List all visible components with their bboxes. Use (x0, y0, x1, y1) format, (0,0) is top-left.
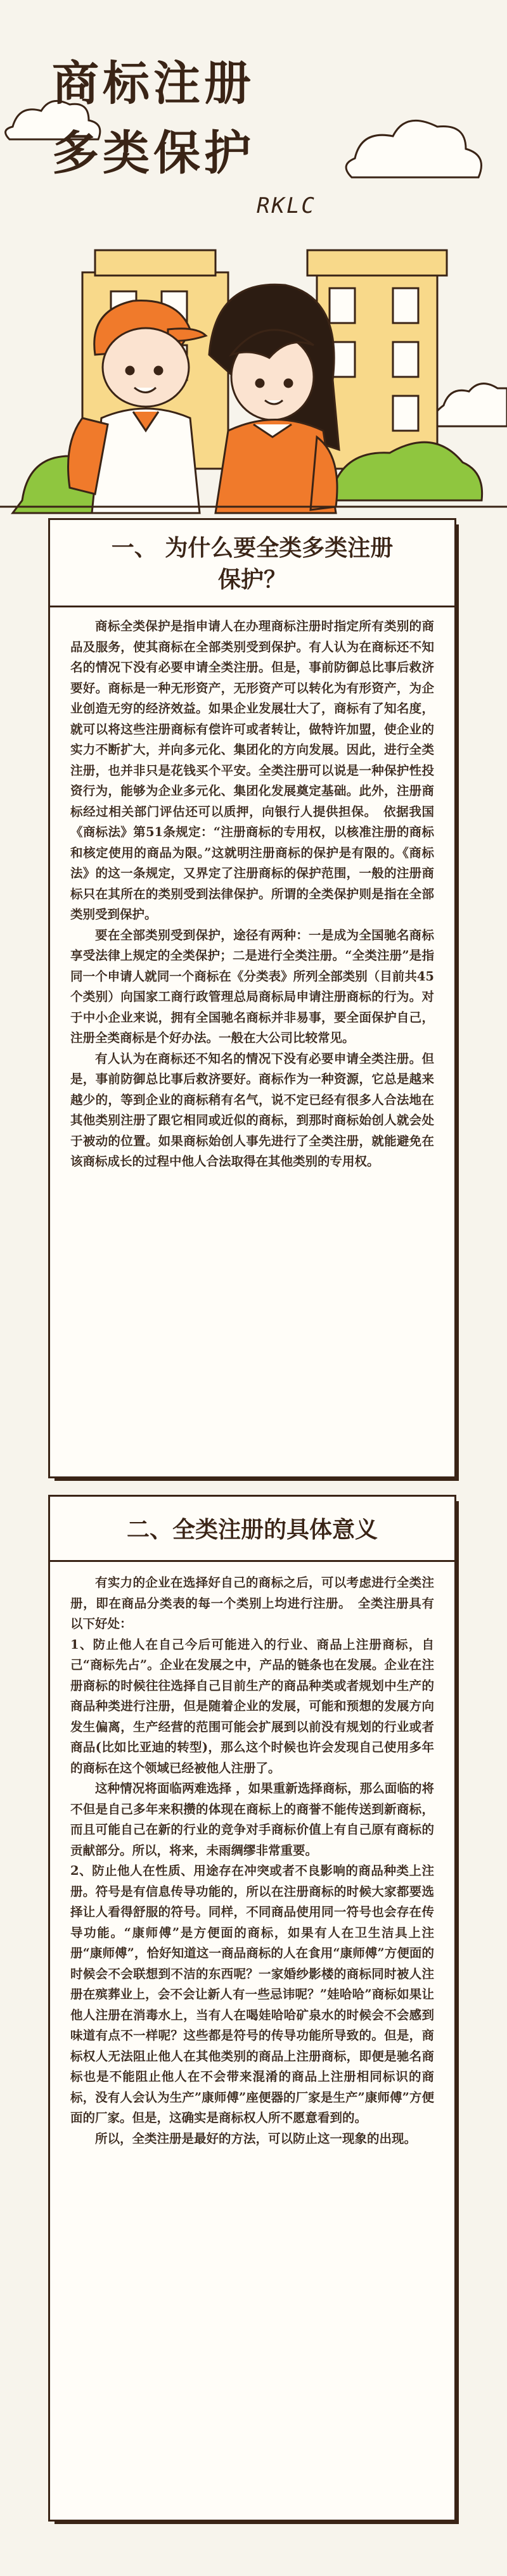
section2-card (48, 1495, 456, 2522)
section1-title-line2: 保护？ (217, 567, 286, 593)
section1-title-line1: 一、 为什么要全类多类注册 (111, 535, 394, 561)
paragraph: 所以，全类注册是最好的方法，可以防止这一现象的出现。 (95, 2131, 417, 2146)
paragraph: 2、防止他人在性质、用途存在冲突或者不良影响的商品种类上注册。符号是有信息传导功能的，所以在注册商标的时候大家都要选择让人看得舒服的符号。同样，不同商品使用同一符号也会存在传导功能。“康师傅”是方便面的商标，如果有人在卫生洁具上注册“康师傅”，恰好知道这一商品商标的人在食用“康师傅”方便面的时候会不会联想到不洁的东西呢？一家婚纱影楼的商标同时被人注册在殡葬业上，会不会让新人有一些忌讳呢？”娃哈哈”商标如果让他人注册在消毒水上，当有人在喝娃哈哈矿泉水的时候会不会感到味道有点不一样呢？这些都是符号的传导功能所导致的。但是，商标权人无法阻止他人在其他类别的商品上注册商标，即便是驰名商标也是不能阻止他人在不会带来混淆的商品上注册相同标识的商标，没有人会认为生产”康师傅”座便器的厂家是生产”康师傅”方便面的厂家。但是，这确实是商标权人所不愿意看到的。 (70, 1863, 434, 2125)
hero-banner (0, 0, 507, 532)
cloud-icon (346, 120, 481, 177)
signature: RKLC (257, 193, 316, 219)
paragraph: 要在全部类别受到保护，途径有两种：一是成为全国驰名商标享受法律上规定的全类保护；二是进行全类注册。“全类注册”是指同一个申请人就同一个商标在《分类表》所列全部类别（目前共45个类别）向国家工商行政管理总局商标局申请注册商标的行为。对于中小企业来说，拥有全国驰名商标并非易事，要全面保护自己，注册全类商标是个好办法。一般在大公司比较常见。 (70, 927, 434, 1045)
section1-body (70, 616, 434, 1172)
page-title-line1: 商标注册 (52, 56, 255, 111)
paragraph: 商标全类保护是指申请人在办理商标注册时指定所有类别的商品及服务，使其商标在全部类别受到保护。有人认为在商标还不知名的情况下没有必要申请全类注册。但是，事前防御总比事后救济要好。商标是一种无形资产，无形资产可以转化为有形资产，为企业创造无穷的经济效益。如果企业发展壮大了，商标有了知名度，就可以将这些注册商标有偿许可或者转让，做特许加盟，使企业的实力不断扩大，并向多元化、集团化的方向发展。因此，进行全类注册，也并非只是花钱买个平安。全类注册可以说是一种保护性投资行为，能够为企业多元化、集团化发展奠定基础。此外，注册商标经过相关部门评估还可以质押，向银行人提供担保。 依据我国《商标法》第51条规定：“注册商标的专用权，以核准注册的商标和核定使用的商品为限。”这就明注册商标的保护是有限的。《商标法》的这一条规定，又界定了注册商标的保护范围，一般的注册商标只在其所在的类别受到法律保护。所谓的全类保护则是指在全部类别受到保护。 (70, 619, 434, 922)
paragraph: 有实力的企业在选择好自己的商标之后，可以考虑进行全类注册，即在商品分类表的每一个类别上均进行注册。 全类注册具有以下好处： (70, 1575, 434, 1631)
paragraph: 1、防止他人在自己今后可能进入的行业、商品上注册商标，自己“商标先占”。企业在发展之中，产品的链条也在发展。企业在注册商标的时候往往选择自己目前生产的商品种类或者规划中生产的商品种类进行注册，但是随着企业的发展，可能和预想的发展方向发生偏离，生产经营的范围可能会扩展到以前没有规划的行业或者商品(比如比亚迪的转型)，那么这个时候也许会发现自己使用多年的商标在这个领域已经被他人注册了。 (70, 1637, 434, 1775)
cloud-icon (433, 384, 507, 426)
paragraph: 有人认为在商标还不知名的情况下没有必要申请全类注册。但是，事前防御总比事后救济要好。商标作为一种资源，它总是越来越少的，等到企业的商标稍有名气，说不定已经有很多人合法地在其他类别注册了跟它相同或近似的商标，到那时商标始创人就会处于被动的位置。如果商标始创人事先进行了全类注册，就能避免在该商标成长的过程中他人合法取得在其他类别的专用权。 (70, 1051, 434, 1169)
section2-title: 二、全类注册的具体意义 (126, 1517, 378, 1543)
divider (50, 1560, 454, 1562)
paragraph: 这种情况将面临两难选择 ，如果重新选择商标，那么面临的将不但是自己多年来积攒的体现在商标上的商誉不能传送到新商标，而且可能自己在新的行业的竞争对手商标价值上有自己原有商标的贡献部分。所以，将来，未雨绸缪非常重要。 (70, 1781, 434, 1858)
page-title-line2: 多类保护 (52, 126, 255, 181)
section1-card (48, 518, 456, 1478)
section2-body (70, 1573, 434, 2149)
divider (50, 606, 454, 607)
